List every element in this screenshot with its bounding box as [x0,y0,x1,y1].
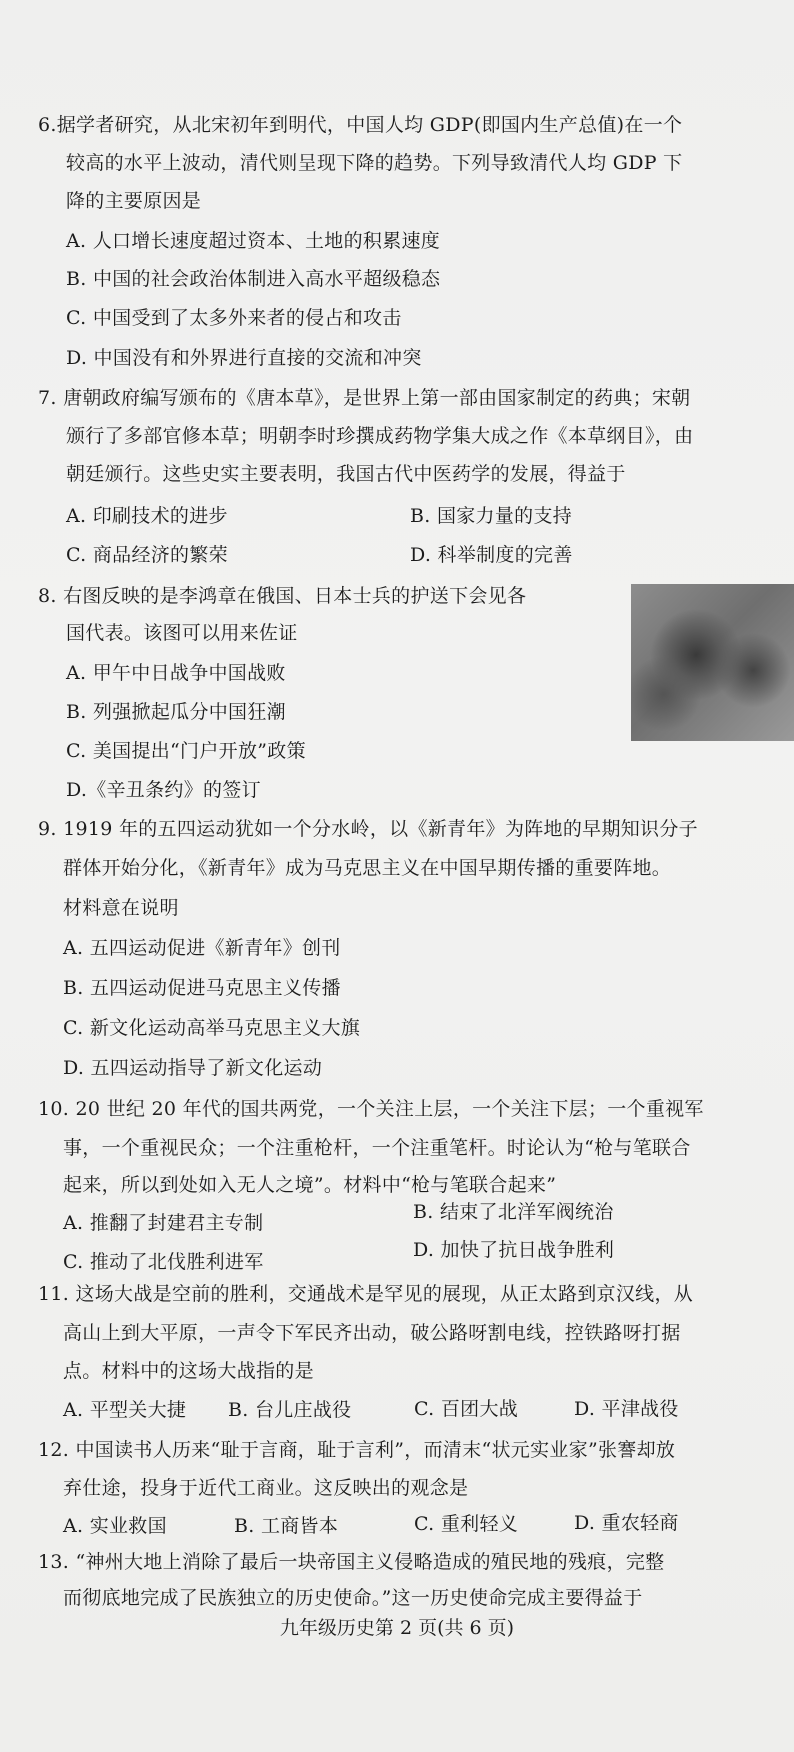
q8-line-2: 国代表。该图可以用来佐证 [66,622,298,644]
q7-line-3: 朝廷颁行。这些史实主要表明，我国古代中医药学的发展，得益于 [66,463,626,485]
q12-option-d: D. 重农轻商 [574,1512,679,1534]
q7-option-b: B. 国家力量的支持 [410,505,573,527]
q10-line-3: 起来，所以到处如入无人之境”。材料中“枪与笔联合起来” [63,1174,557,1196]
q6-option-d: D. 中国没有和外界进行直接的交流和冲突 [66,347,422,369]
q8-option-b: B. 列强掀起瓜分中国狂潮 [66,701,286,723]
q7-option-a: A. 印刷技术的进步 [66,505,228,527]
q11-option-d: D. 平津战役 [574,1398,679,1420]
q8-option-c: C. 美国提出“门户开放”政策 [66,740,306,762]
q12-option-a: A. 实业救国 [63,1515,167,1537]
q11-option-c: C. 百团大战 [414,1398,519,1420]
q11-option-b: B. 台儿庄战役 [228,1399,352,1421]
q6-option-a: A. 人口增长速度超过资本、土地的积累速度 [66,230,441,252]
q10-option-b: B. 结束了北洋军阀统治 [413,1201,614,1223]
q9-option-b: B. 五四运动促进马克思主义传播 [63,977,341,999]
q8-line-1: 8. 右图反映的是李鸿章在俄国、日本士兵的护送下会见各 [38,585,527,607]
q7-line-2: 颁行了多部官修本草；明朝李时珍撰成药物学集大成之作《本草纲目》，由 [66,425,694,447]
q7-line-1: 7. 唐朝政府编写颁布的《唐本草》，是世界上第一部由国家制定的药典；宋朝 [38,387,691,409]
q11-line-1: 11. 这场大战是空前的胜利，交通战术是罕见的展现，从正太路到京汉线，从 [38,1283,694,1305]
q12-line-1: 12. 中国读书人历来“耻于言商，耻于言利”，而清末“状元实业家”张謇却放 [38,1439,676,1461]
q11-line-2: 高山上到大平原，一声令下军民齐出动，破公路呀割电线，控铁路呀打据 [63,1322,681,1344]
q10-line-2: 事，一个重视民众；一个注重枪杆，一个注重笔杆。时论认为“枪与笔联合 [63,1137,691,1159]
q7-option-c: C. 商品经济的繁荣 [66,544,228,566]
q13-line-2: 而彻底地完成了民族独立的历史使命。”这一历史使命完成主要得益于 [63,1587,643,1609]
q8-option-a: A. 甲午中日战争中国战败 [66,662,286,684]
li-hongzhang-photo [631,584,794,741]
q7-option-d: D. 科举制度的完善 [410,544,573,566]
q11-line-3: 点。材料中的这场大战指的是 [63,1360,314,1382]
q9-line-3: 材料意在说明 [63,897,179,919]
q9-line-1: 9. 1919 年的五四运动犹如一个分水岭，以《新青年》为阵地的早期知识分子 [38,818,698,840]
q10-line-1: 10. 20 世纪 20 年代的国共两党，一个关注上层，一个关注下层；一个重视军 [38,1098,704,1120]
q10-option-c: C. 推动了北伐胜利进军 [63,1251,264,1273]
q10-option-d: D. 加快了抗日战争胜利 [413,1239,615,1261]
q8-option-d: D.《辛丑条约》的签订 [66,779,261,801]
q9-line-2: 群体开始分化，《新青年》成为马克思主义在中国早期传播的重要阵地。 [63,857,672,879]
q9-option-d: D. 五四运动指导了新文化运动 [63,1057,323,1079]
q12-line-2: 弃仕途，投身于近代工商业。这反映出的观念是 [63,1477,469,1499]
q6-line-2: 较高的水平上波动，清代则呈现下降的趋势。下列导致清代人均 GDP 下 [66,152,683,174]
page-footer: 九年级历史第 2 页(共 6 页) [279,1617,515,1639]
q12-option-c: C. 重利轻义 [414,1513,519,1535]
q9-option-c: C. 新文化运动高举马克思主义大旗 [63,1017,361,1039]
q6-line-3: 降的主要原因是 [66,190,202,212]
q11-option-a: A. 平型关大捷 [63,1399,187,1421]
q9-option-a: A. 五四运动促进《新青年》创刊 [63,937,341,959]
q6-option-b: B. 中国的社会政治体制进入高水平超级稳态 [66,268,441,290]
q12-option-b: B. 工商皆本 [234,1515,339,1537]
q6-line-1: 6.据学者研究，从北宋初年到明代，中国人均 GDP(即国内生产总值)在一个 [38,114,683,136]
q10-option-a: A. 推翻了封建君主专制 [63,1212,264,1234]
q6-option-c: C. 中国受到了太多外来者的侵占和攻击 [66,307,402,329]
q13-line-1: 13. “神州大地上消除了最后一块帝国主义侵略造成的殖民地的残痕，完整 [38,1551,665,1573]
